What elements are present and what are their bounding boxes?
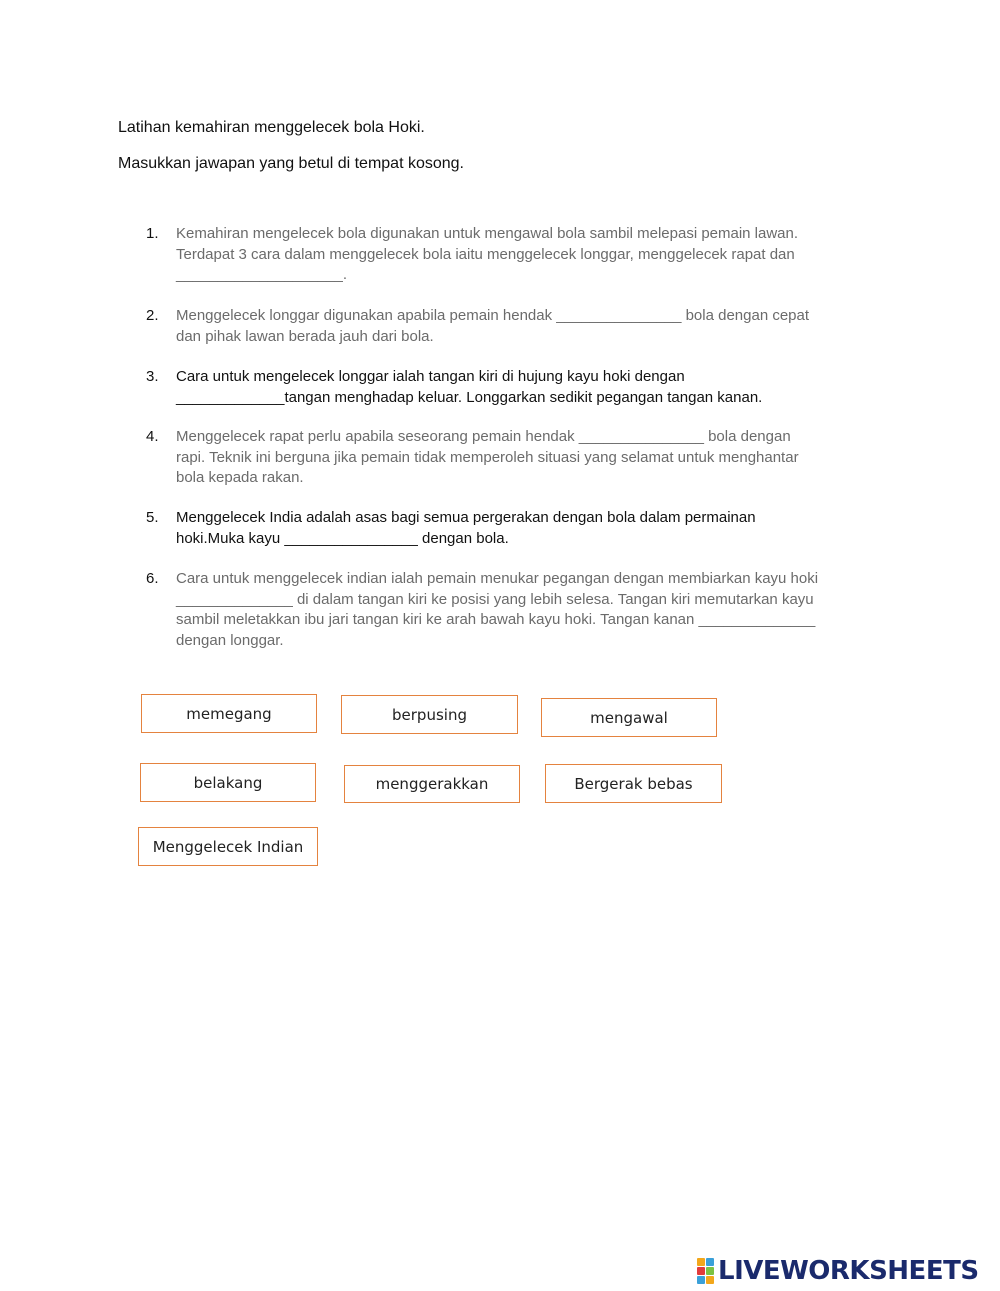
answer-box-memegang[interactable]: memegang bbox=[141, 694, 317, 733]
question-3 bbox=[146, 367, 886, 408]
question-number: 4. bbox=[146, 428, 159, 445]
liveworksheets-logo bbox=[697, 1256, 979, 1286]
logo-block bbox=[706, 1276, 714, 1284]
logo-block bbox=[706, 1267, 714, 1275]
question-number: 5. bbox=[146, 509, 159, 526]
question-5 bbox=[146, 508, 886, 549]
question-text-line: Menggelecek India adalah asas bagi semua pergerakan dengan bola dalam permainan bbox=[176, 509, 756, 526]
question-blank-line: ____________________. bbox=[176, 266, 348, 283]
question-text-line: rapi. Teknik ini berguna jika pemain tidak memperoleh situasi yang selamat untuk menghantar bbox=[176, 448, 799, 466]
question-6 bbox=[146, 569, 886, 651]
question-number: 6. bbox=[146, 570, 159, 587]
question-text-line: dan pihak lawan berada jauh dari bola. bbox=[176, 327, 434, 345]
question-text-line: dengan longgar. bbox=[176, 631, 284, 649]
answer-box-menggelecek-indian[interactable]: Menggelecek Indian bbox=[138, 827, 318, 866]
logo-block bbox=[706, 1258, 714, 1266]
logo-block bbox=[697, 1276, 705, 1284]
question-text-line: Terdapat 3 cara dalam menggelecek bola iaitu menggelecek longgar, menggelecek rapat dan bbox=[176, 245, 795, 263]
answer-box-belakang[interactable]: belakang bbox=[140, 763, 316, 802]
logo-block bbox=[697, 1267, 705, 1275]
logo-mark-icon bbox=[697, 1258, 714, 1284]
answer-box-menggerakkan[interactable]: menggerakkan bbox=[344, 765, 520, 803]
question-text-line: Kemahiran mengelecek bola digunakan untuk mengawal bola sambil melepasi pemain lawan. bbox=[176, 225, 799, 242]
question-text-line: ______________ di dalam tangan kiri ke posisi yang lebih selesa. Tangan kiri memutarkan kayu bbox=[176, 590, 814, 608]
question-4 bbox=[146, 427, 886, 489]
answer-box-bergerak-bebas[interactable]: Bergerak bebas bbox=[545, 764, 722, 803]
question-text-line: Menggelecek longgar digunakan apabila pemain hendak _______________ bola dengan cepat bbox=[176, 307, 810, 324]
question-text-line: bola kepada rakan. bbox=[176, 469, 304, 486]
question-text-line: hoki.Muka kayu ________________ dengan bola. bbox=[176, 529, 509, 547]
logo-text: LIVEWORKSHEETS bbox=[718, 1256, 979, 1286]
question-1 bbox=[146, 224, 886, 286]
question-text-line: _____________tangan menghadap keluar. Longgarkan sedikit pegangan tangan kanan. bbox=[176, 388, 763, 406]
question-text-line: Cara untuk mengelecek longgar ialah tangan kiri di hujung kayu hoki dengan bbox=[176, 368, 685, 385]
question-text-line: Cara untuk menggelecek indian ialah pemain menukar pegangan dengan membiarkan kayu hoki bbox=[176, 570, 819, 587]
question-text-line: sambil meletakkan ibu jari tangan kiri ke arah bawah kayu hoki. Tangan kanan ______________ bbox=[176, 611, 816, 628]
question-text-line: Menggelecek rapat perlu apabila seseorang pemain hendak _______________ bola dengan bbox=[176, 428, 791, 445]
logo-block bbox=[697, 1258, 705, 1266]
question-2 bbox=[146, 306, 886, 347]
worksheet-title: Latihan kemahiran menggelecek bola Hoki. bbox=[118, 119, 425, 136]
answer-box-mengawal[interactable]: mengawal bbox=[541, 698, 717, 737]
question-number: 2. bbox=[146, 307, 159, 324]
worksheet-instruction: Masukkan jawapan yang betul di tempat kosong. bbox=[118, 155, 464, 172]
answer-box-berpusing[interactable]: berpusing bbox=[341, 695, 518, 734]
question-number: 1. bbox=[146, 225, 159, 242]
question-number: 3. bbox=[146, 368, 159, 385]
